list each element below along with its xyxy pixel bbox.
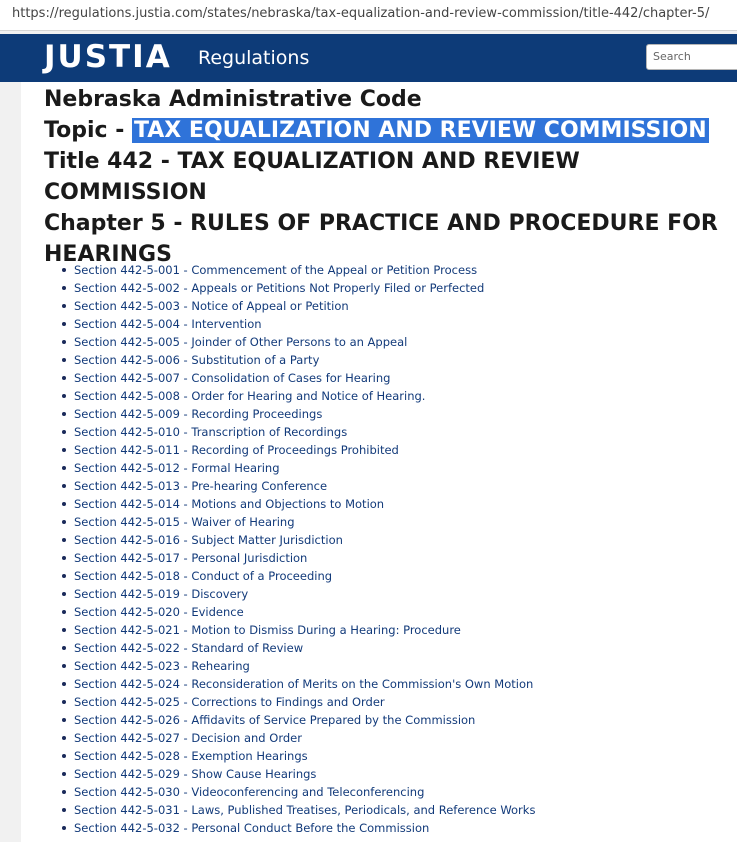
bullet-icon (62, 754, 66, 758)
section-link[interactable]: Section 442-5-017 - Personal Jurisdiction (74, 551, 308, 565)
section-link[interactable]: Section 442-5-016 - Subject Matter Jurisdiction (74, 533, 343, 547)
address-bar[interactable] (0, 0, 737, 31)
section-link[interactable]: Section 442-5-002 - Appeals or Petitions Not Properly Filed or Perfected (74, 281, 485, 295)
bullet-icon (62, 520, 66, 524)
section-link[interactable]: Section 442-5-007 - Consolidation of Cases for Hearing (74, 371, 391, 385)
section-link[interactable]: Section 442-5-029 - Show Cause Hearings (74, 767, 317, 781)
bullet-icon (62, 286, 66, 290)
section-link[interactable]: Section 442-5-008 - Order for Hearing and Notice of Hearing. (74, 389, 426, 403)
section-link[interactable]: Section 442-5-030 - Videoconferencing and Teleconferencing (74, 785, 425, 799)
bullet-icon (62, 340, 66, 344)
topic-heading (44, 115, 734, 146)
bullet-icon (62, 736, 66, 740)
section-link[interactable]: Section 442-5-024 - Reconsideration of Merits on the Commission's Own Motion (74, 677, 534, 691)
section-list-item (74, 405, 535, 423)
section-link[interactable]: Section 442-5-010 - Transcription of Recordings (74, 425, 348, 439)
section-link[interactable]: Section 442-5-011 - Recording of Proceedings Prohibited (74, 443, 399, 457)
main-content (21, 82, 737, 842)
code-heading: Nebraska Administrative Code (44, 87, 422, 112)
bullet-icon (62, 448, 66, 452)
section-list (58, 261, 535, 837)
section-list-item (74, 765, 535, 783)
section-list-item (74, 783, 535, 801)
section-link[interactable]: Section 442-5-013 - Pre-hearing Conference (74, 479, 328, 493)
section-list-item (74, 459, 535, 477)
section-link[interactable]: Section 442-5-032 - Personal Conduct Before the Commission (74, 821, 430, 835)
section-link[interactable]: Section 442-5-023 - Rehearing (74, 659, 250, 673)
section-list-item (74, 585, 535, 603)
section-list-item (74, 531, 535, 549)
bullet-icon (62, 502, 66, 506)
search-input[interactable]: Search (646, 44, 737, 70)
section-link[interactable]: Section 442-5-021 - Motion to Dismiss During a Hearing: Procedure (74, 623, 461, 637)
bullet-icon (62, 466, 66, 470)
section-link[interactable]: Section 442-5-006 - Substitution of a Party (74, 353, 320, 367)
section-list-item (74, 729, 535, 747)
page-titles (44, 84, 734, 270)
title-heading: Title 442 - TAX EQUALIZATION AND REVIEW COMMISSION (44, 149, 580, 205)
section-list-item (74, 747, 535, 765)
section-link[interactable]: Section 442-5-001 - Commencement of the Appeal or Petition Process (74, 263, 478, 277)
section-list-item (74, 369, 535, 387)
bullet-icon (62, 394, 66, 398)
section-link[interactable]: Section 442-5-020 - Evidence (74, 605, 244, 619)
section-list-item (74, 441, 535, 459)
bullet-icon (62, 574, 66, 578)
section-list-item (74, 657, 535, 675)
section-list-item (74, 387, 535, 405)
section-list-item (74, 513, 535, 531)
bullet-icon (62, 358, 66, 362)
bullet-icon (62, 808, 66, 812)
section-link[interactable]: Section 442-5-018 - Conduct of a Proceeding (74, 569, 333, 583)
bullet-icon (62, 376, 66, 380)
section-link[interactable]: Section 442-5-014 - Motions and Objections to Motion (74, 497, 385, 511)
topic-prefix: Topic - (44, 118, 132, 143)
section-list-item (74, 711, 535, 729)
bullet-icon (62, 430, 66, 434)
bullet-icon (62, 538, 66, 542)
section-list-item (74, 333, 535, 351)
chapter-heading-line1: Chapter 5 - RULES OF PRACTICE AND PROCEDURE FOR (44, 211, 718, 236)
section-list-item (74, 261, 535, 279)
section-list-item (74, 639, 535, 657)
section-list-item (74, 549, 535, 567)
section-list-item (74, 279, 535, 297)
bullet-icon (62, 592, 66, 596)
bullet-icon (62, 700, 66, 704)
section-list-item (74, 693, 535, 711)
url-text[interactable]: https://regulations.justia.com/states/nebraska/tax-equalization-and-review-commission/title-442/chapter-5/ (12, 6, 710, 21)
bullet-icon (62, 790, 66, 794)
bullet-icon (62, 322, 66, 326)
section-list-item (74, 315, 535, 333)
section-link[interactable]: Section 442-5-004 - Intervention (74, 317, 262, 331)
section-link[interactable]: Section 442-5-005 - Joinder of Other Persons to an Appeal (74, 335, 408, 349)
bullet-icon (62, 610, 66, 614)
section-link[interactable]: Section 442-5-012 - Formal Hearing (74, 461, 280, 475)
bullet-icon (62, 664, 66, 668)
section-list-item (74, 495, 535, 513)
section-link[interactable]: Section 442-5-009 - Recording Proceedings (74, 407, 323, 421)
bullet-icon (62, 718, 66, 722)
bullet-icon (62, 268, 66, 272)
bullet-icon (62, 412, 66, 416)
section-link[interactable]: Section 442-5-027 - Decision and Order (74, 731, 302, 745)
section-link[interactable]: Section 442-5-003 - Notice of Appeal or Petition (74, 299, 349, 313)
bullet-icon (62, 484, 66, 488)
section-list-item (74, 423, 535, 441)
bullet-icon (62, 772, 66, 776)
topic-highlighted: TAX EQUALIZATION AND REVIEW COMMISSION (133, 118, 707, 143)
regulations-logo-text[interactable]: Regulations (198, 47, 310, 69)
bullet-icon (62, 826, 66, 830)
section-list-item (74, 567, 535, 585)
bullet-icon (62, 628, 66, 632)
section-link[interactable]: Section 442-5-015 - Waiver of Hearing (74, 515, 295, 529)
justia-logo[interactable]: JUSTIA (44, 39, 172, 75)
section-list-item (74, 621, 535, 639)
section-link[interactable]: Section 442-5-031 - Laws, Published Treatises, Periodicals, and Reference Works (74, 803, 536, 817)
chapter-heading-line2: HEARINGS (44, 242, 172, 267)
section-list-item (74, 819, 535, 837)
bullet-icon (62, 682, 66, 686)
section-link[interactable]: Section 442-5-026 - Affidavits of Service Prepared by the Commission (74, 713, 476, 727)
section-link[interactable]: Section 442-5-019 - Discovery (74, 587, 249, 601)
section-link[interactable]: Section 442-5-028 - Exemption Hearings (74, 749, 308, 763)
section-list-item (74, 675, 535, 693)
bullet-icon (62, 304, 66, 308)
bullet-icon (62, 556, 66, 560)
section-link[interactable]: Section 442-5-022 - Standard of Review (74, 641, 304, 655)
section-list-item (74, 297, 535, 315)
section-list-item (74, 603, 535, 621)
section-list-item (74, 351, 535, 369)
site-header (0, 34, 737, 82)
section-list-item (74, 801, 535, 819)
section-link[interactable]: Section 442-5-025 - Corrections to Findings and Order (74, 695, 385, 709)
bullet-icon (62, 646, 66, 650)
section-list-item (74, 477, 535, 495)
